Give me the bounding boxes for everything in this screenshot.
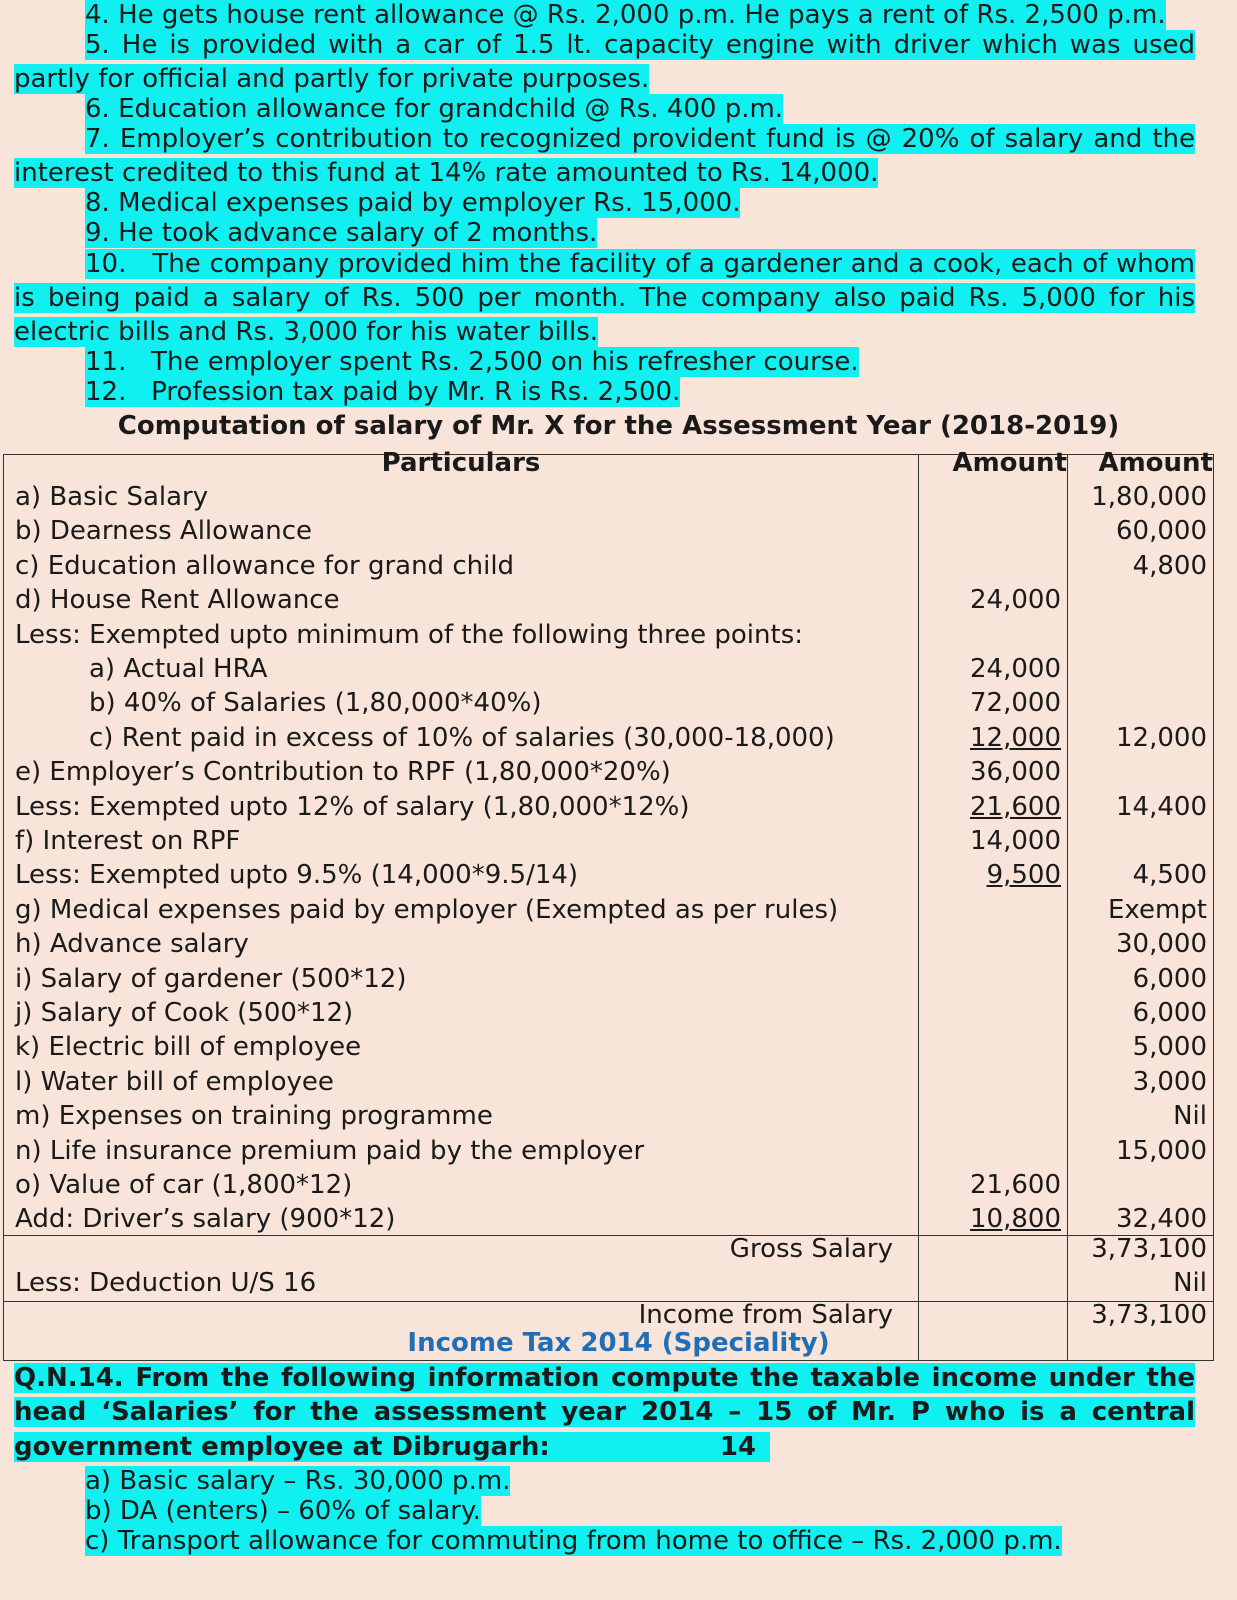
item-11: 11. The employer spent Rs. 2,500 on his refresher course. [85, 347, 859, 377]
table-row [4, 618, 1213, 653]
table-row [4, 1065, 1213, 1100]
table-row [4, 514, 1213, 549]
question-line1: Q.N.14. From the following information compute the taxable income under the [14, 1363, 1195, 1393]
question-item-a: a) Basic salary – Rs. 30,000 p.m. [85, 1466, 511, 1496]
row-particulars: e) Employer’s Contribution to RPF (1,80,000*20%) [15, 757, 671, 788]
row-particulars: d) House Rent Allowance [15, 585, 340, 616]
row-amount-2: Nil [1173, 1101, 1207, 1132]
question-line3: government employee at Dibrugarh: 14 [14, 1430, 770, 1464]
row-amount-1: 36,000 [970, 757, 1061, 788]
row-amount-1: 9,500 [986, 860, 1061, 891]
row-particulars: n) Life insurance premium paid by the employer [15, 1135, 645, 1166]
item-7-line2: interest credited to this fund at 14% rate amounted to Rs. 14,000. [14, 158, 879, 188]
row-particulars: h) Advance salary [15, 929, 249, 960]
table-row [4, 962, 1213, 997]
row-particulars: Less: Exempted upto minimum of the following three points: [15, 619, 804, 650]
row-amount-1: 21,600 [970, 1170, 1061, 1200]
income-value: 3,73,100 [1091, 1300, 1207, 1330]
row-amount-1: 14,000 [970, 826, 1061, 856]
row-particulars: Less: Exempted upto 9.5% (14,000*9.5/14) [15, 860, 579, 891]
table-row [4, 583, 1213, 618]
header-particulars: Particulars [381, 448, 541, 478]
table-row [4, 652, 1213, 687]
row-particulars: a) Basic Salary [15, 482, 209, 512]
table-row [4, 893, 1213, 928]
table-row [4, 549, 1213, 584]
table-row [4, 1168, 1213, 1203]
deduction-row [4, 1266, 1213, 1301]
table-row [4, 1099, 1213, 1134]
deduction-value: Nil [1173, 1268, 1207, 1298]
row-amount-1: 72,000 [970, 688, 1061, 719]
table-row [4, 858, 1213, 893]
row-amount-2: 3,000 [1132, 1066, 1207, 1097]
item-10-line3: electric bills and Rs. 3,000 for his water bills. [14, 317, 599, 347]
row-amount-1: 10,800 [970, 1204, 1061, 1235]
table-header-row [4, 446, 1213, 481]
row-amount-2: 30,000 [1116, 929, 1207, 960]
row-amount-2: 6,000 [1132, 963, 1207, 994]
row-particulars: f) Interest on RPF [15, 826, 241, 856]
row-particulars: i) Salary of gardener (500*12) [15, 963, 407, 994]
row-particulars: c) Education allowance for grand child [15, 550, 515, 581]
row-amount-1: 24,000 [970, 585, 1061, 616]
row-particulars: c) Rent paid in excess of 10% of salaries (30,000-18,000) [89, 722, 835, 753]
row-amount-2: 4,500 [1132, 860, 1207, 891]
item-10-line2: is being paid a salary of Rs. 500 per month. The company also paid Rs. 5,000 for his [14, 283, 1195, 313]
gross-salary-row [4, 1232, 1213, 1267]
row-particulars: b) 40% of Salaries (1,80,000*40%) [89, 688, 542, 719]
table-row [4, 1030, 1213, 1065]
computation-table [3, 448, 1214, 1361]
row-particulars: k) Electric bill of employee [15, 1032, 362, 1063]
item-6: 6. Education allowance for grandchild @ Rs. 400 p.m. [85, 94, 784, 124]
question-line2: head ‘Salaries’ for the assessment year 2014 – 15 of Mr. P who is a central [14, 1397, 1195, 1427]
row-particulars: a) Actual HRA [89, 654, 268, 684]
table-row [4, 996, 1213, 1031]
item-10-line1: 10. The company provided him the facility of a gardener and a cook, each of whom [85, 249, 1196, 279]
table-row [4, 686, 1213, 721]
item-7-line1: 7. Employer’s contribution to recognized provident fund is @ 20% of salary and the [85, 124, 1196, 154]
row-particulars: Less: Exempted upto 12% of salary (1,80,000*12%) [15, 791, 690, 822]
row-amount-2: 14,400 [1116, 791, 1207, 822]
table-row [4, 480, 1213, 515]
row-amount-2: 15,000 [1116, 1135, 1207, 1166]
table-row [4, 1134, 1213, 1169]
row-amount-1: 12,000 [970, 722, 1061, 753]
row-amount-1: 24,000 [970, 654, 1061, 684]
question-marks: 14 [719, 1432, 757, 1462]
row-particulars: g) Medical expenses paid by employer (Exempted as per rules) [15, 894, 839, 925]
item-9: 9. He took advance salary of 2 months. [85, 218, 598, 248]
table-row [4, 755, 1213, 790]
row-amount-1: 21,600 [970, 791, 1061, 822]
row-particulars: j) Salary of Cook (500*12) [15, 998, 354, 1028]
row-amount-2: 32,400 [1116, 1204, 1207, 1235]
income-label: Income from Salary [638, 1300, 893, 1330]
table-row [4, 790, 1213, 825]
deduction-label: Less: Deduction U/S 16 [15, 1268, 317, 1298]
header-amount-2: Amount [1098, 448, 1213, 478]
question-item-c: c) Transport allowance for commuting from home to office – Rs. 2,000 p.m. [85, 1526, 1062, 1556]
table-row [4, 927, 1213, 962]
item-5-line1: 5. He is provided with a car of 1.5 lt. capacity engine with driver which was used [85, 30, 1196, 60]
question-item-b: b) DA (enters) – 60% of salary. [85, 1496, 481, 1526]
row-amount-2: 60,000 [1116, 516, 1207, 547]
row-amount-2: 4,800 [1132, 550, 1207, 581]
row-amount-2: 12,000 [1116, 722, 1207, 753]
item-12: 12. Profession tax paid by Mr. R is Rs. 2,500. [85, 377, 681, 407]
row-particulars: o) Value of car (1,800*12) [15, 1170, 353, 1200]
row-amount-2: 1,80,000 [1091, 482, 1207, 512]
row-amount-2: 5,000 [1132, 1032, 1207, 1063]
computation-title: Computation of salary of Mr. X for the Assessment Year (2018-2019) [117, 411, 1120, 441]
item-8: 8. Medical expenses paid by employer Rs. 15,000. [85, 188, 741, 218]
header-amount-1: Amount [952, 448, 1067, 478]
item-5-line2: partly for official and partly for private purposes. [14, 64, 650, 94]
row-particulars: l) Water bill of employee [15, 1066, 334, 1097]
table-row [4, 824, 1213, 859]
row-amount-2: 6,000 [1132, 998, 1207, 1028]
section-title: Income Tax 2014 (Speciality) [407, 1328, 830, 1358]
gross-label: Gross Salary [729, 1234, 893, 1264]
row-particulars: b) Dearness Allowance [15, 516, 313, 547]
row-particulars: Add: Driver’s salary (900*12) [15, 1204, 396, 1235]
row-particulars: m) Expenses on training programme [15, 1101, 493, 1132]
gross-value: 3,73,100 [1091, 1234, 1207, 1264]
row-amount-2: Exempt [1107, 894, 1207, 925]
table-row [4, 721, 1213, 756]
item-4: 4. He gets house rent allowance @ Rs. 2,000 p.m. He pays a rent of Rs. 2,500 p.m. [85, 0, 1166, 30]
